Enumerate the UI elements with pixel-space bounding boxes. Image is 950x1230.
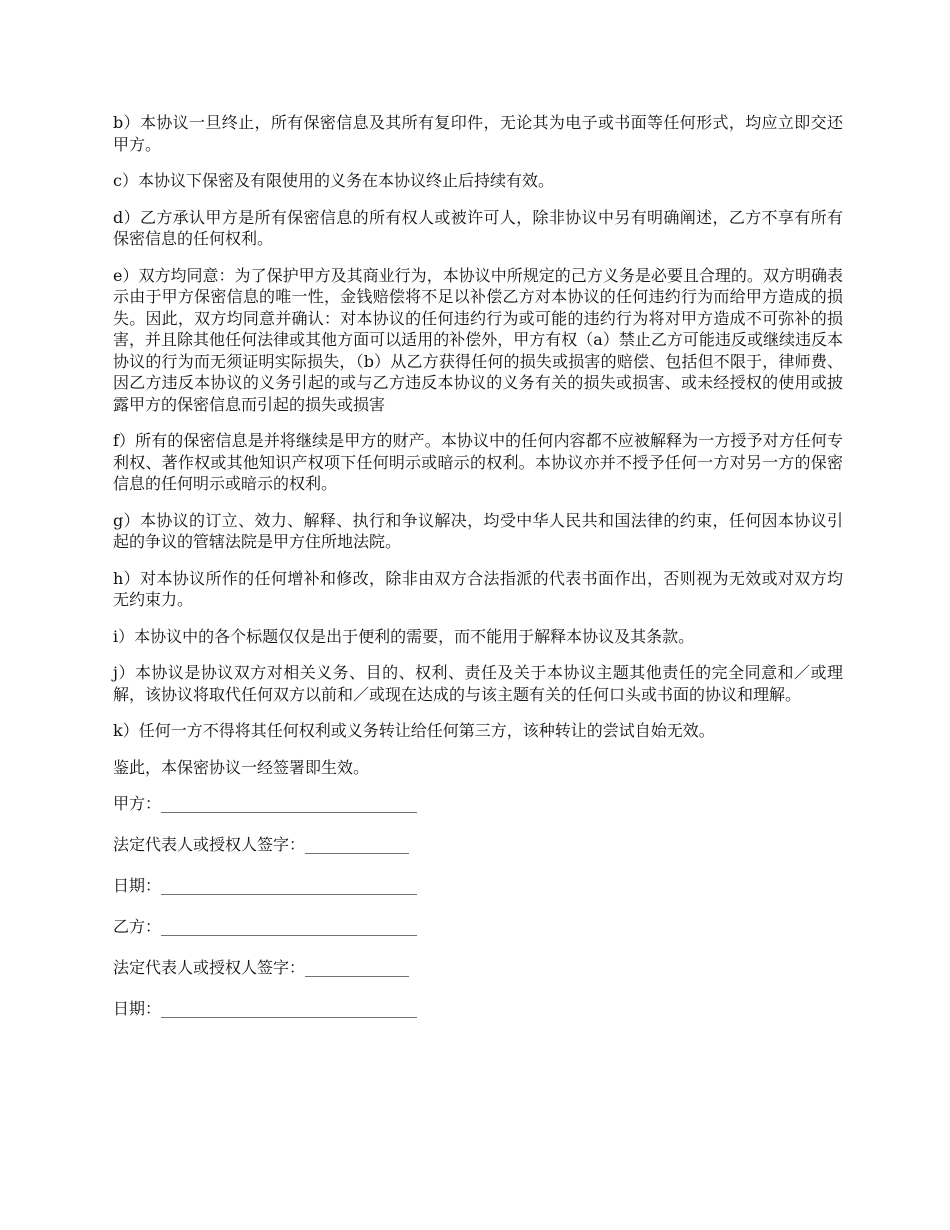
clause-d: d）乙方承认甲方是所有保密信息的所有权人或被许可人，除非协议中另有明确阐述，乙方不享有所有保密信息的任何权利。 — [113, 207, 843, 248]
party-a-blank: ________________________________ — [161, 794, 418, 813]
party-a-date-line — [113, 875, 843, 897]
clause-f: f）所有的保密信息是并将继续是甲方的财产。本协议中的任何内容都不应被解释为一方授予对方任何专利权、著作权或其他知识产权项下任何明示或暗示的权利。本协议亦并不授予任何一方对另一方的保密信息的任何明示或暗示的权利。 — [113, 431, 843, 493]
party-b-date-label: 日期： — [113, 999, 162, 1018]
party-a-date-label: 日期： — [113, 876, 162, 895]
party-a-label: 甲方： — [113, 794, 162, 813]
party-b-date-blank: ________________________________ — [161, 999, 418, 1018]
party-b-line — [113, 916, 843, 938]
party-b-signatory-blank: _____________ — [305, 958, 410, 977]
party-a-line — [113, 793, 843, 815]
clause-g: g）本协议的订立、效力、解释、执行和争议解决，均受中华人民共和国法律的约束，任何因本协议引起的争议的管辖法院是甲方住所地法院。 — [113, 510, 843, 551]
party-b-label: 乙方： — [113, 917, 162, 936]
clause-j: j）本协议是协议双方对相关义务、目的、权利、责任及关于本协议主题其他责任的完全同意和／或理解，该协议将取代任何双方以前和／或现在达成的与该主题有关的任何口头或书面的协议和理解。 — [113, 663, 843, 704]
clause-k: k）任何一方不得将其任何权利或义务转让给任何第三方，该种转让的尝试自始无效。 — [113, 721, 715, 740]
clause-h: h）对本协议所作的任何增补和修改，除非由双方合法指派的代表书面作出，否则视为无效或对双方均无约束力。 — [113, 568, 843, 609]
signature-block — [113, 793, 843, 1020]
clause-i: i）本协议中的各个标题仅仅是出于便利的需要，而不能用于解释本协议及其条款。 — [113, 626, 695, 646]
clause-c: c）本协议下保密及有限使用的义务在本协议终止后持续有效。 — [113, 171, 554, 190]
party-b-signatory-line — [113, 957, 843, 979]
party-a-signatory-label: 法定代表人或授权人签字： — [113, 835, 306, 854]
party-b-date-line — [113, 998, 843, 1020]
clause-e: e）双方均同意：为了保护甲方及其商业行为，本协议中所规定的己方义务是必要且合理的。双方明确表示由于甲方保密信息的唯一性，金钱赔偿将不足以补偿乙方对本协议的任何违约行为而给甲方造成的损失。因此，双方均同意并确认：对本协议的任何违约行为或可能的违约行为将对甲方造成不可弥补的损害，并且除其他任何法律或其他方面可以适用的补偿外，甲方有权（a）禁止乙方可能违反或继续违反本协议的行为而无须证明实际损失，（b）从乙方获得任何的损失或损害的赔偿、包括但不限于，律师费、因乙方违反本协议的义务引起的或与乙方违反本协议的义务有关的损失或损害、或未经授权的使用或披露甲方的保密信息而引起的损失或损害 — [113, 265, 843, 414]
party-a-date-blank: ________________________________ — [161, 876, 418, 895]
party-a-signatory-blank: _____________ — [305, 835, 410, 854]
party-b-blank: ________________________________ — [161, 917, 418, 936]
clause-b: b）本协议一旦终止，所有保密信息及其所有复印件，无论其为电子或书面等任何形式，均应立即交还甲方。 — [113, 113, 843, 154]
document-page — [113, 112, 843, 1039]
party-a-signatory-line — [113, 834, 843, 856]
closing-statement: 鉴此，本保密协议一经签署即生效。 — [113, 757, 370, 777]
party-b-signatory-label: 法定代表人或授权人签字： — [113, 958, 306, 977]
